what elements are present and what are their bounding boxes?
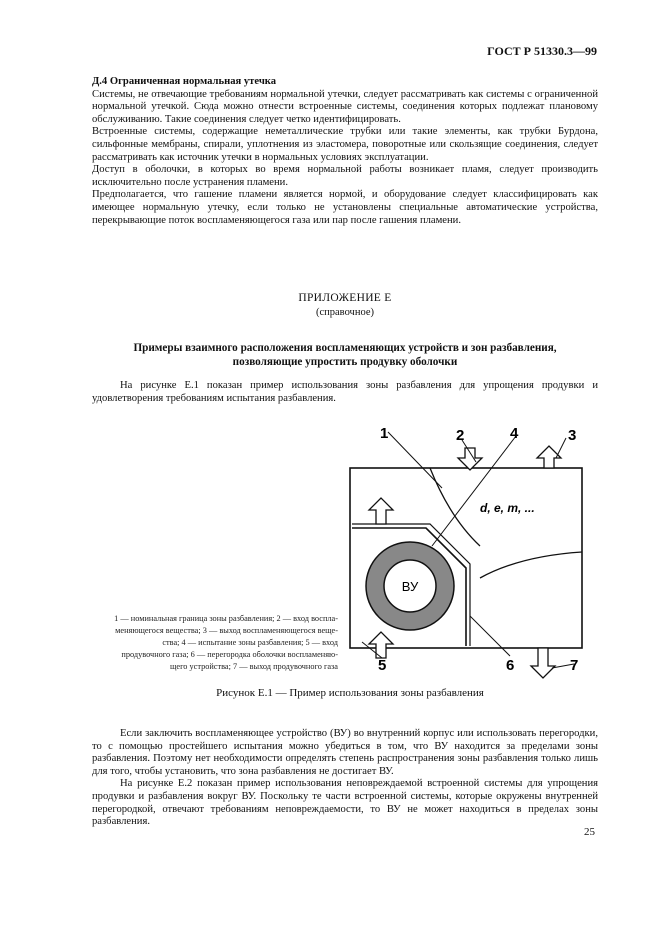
closing-paragraph-1: Если заключить воспламеняющее устройство (ВУ) во внутренний корпус или использовать перегородки, то с помощью простейшего испытания можно убедиться в том, что ВУ находится за пределами зоны разбавления. Поэтому нет необходимости определять степень распространения зоны разбавления только лишь для того, чтобы установить, что зона разбавления не достигает ВУ. [92, 728, 598, 777]
appendix-heading-line-2: позволяющие упростить продувку оболочки [232, 356, 458, 368]
appendix-intro-text: На рисунке Е.1 показан пример использования зоны разбавления для упрощения продувки и удовлетворения требованиям испытания разбавления. [92, 380, 598, 404]
legend-line-3: ства; 4 — испытание зоны разбавления; 5 — вход [162, 638, 338, 647]
leader-6 [470, 616, 510, 656]
figure-e1-diagram [330, 418, 600, 680]
zone-protection-label: d, e, m, ... [480, 501, 535, 515]
leader-3 [556, 438, 566, 458]
section-d4 [92, 76, 598, 227]
figure-label-2: 2 [456, 427, 465, 444]
section-d4-title: Д.4 Ограниченная нормальная утечка [92, 76, 277, 87]
dilution-boundary-arc-lower [480, 552, 582, 578]
section-d4-paragraph-1: Системы, не отвечающие требованиям нормальной утечки, следует рассматривать как системы с ограниченной нормальной утечкой. Сюда можно отнести встроенные системы, соединения которых подлежат плановому обслуживанию. Такие соединения следует четко идентифицировать. [92, 88, 598, 125]
arrow-purge-inlet [369, 632, 393, 658]
leader-1 [388, 432, 442, 488]
figure-caption: Рисунок Е.1 — Пример использования зоны разбавления [216, 687, 484, 699]
figure-label-1: 1 [380, 425, 389, 442]
figure-label-3: 3 [568, 427, 577, 444]
legend-line-4: продувочного газа; 6 — перегородка оболочки воспламеняю- [121, 650, 338, 659]
appendix-title: ПРИЛОЖЕНИЕ Е [298, 292, 392, 304]
legend-line-1: 1 — номинальная граница зоны разбавления; 2 — вход воспла- [114, 614, 338, 623]
figure-legend [38, 613, 338, 673]
section-d4-paragraph-2: Встроенные системы, содержащие неметаллические трубки или такие элементы, как трубки Бурдона, сильфонные мембраны, спирали, уплотнения из эластомера, поворотные или скользящие соединения, следует рассматривать как источник утечки в нормальных условиях эксплуатации. [92, 126, 598, 163]
section-d4-paragraph-3: Доступ в оболочки, в которых во время нормальной работы возникает пламя, следует производить исключительно после устранения пламени. [92, 164, 598, 188]
dilution-boundary-arc-upper [430, 468, 480, 546]
figure-label-4: 4 [510, 425, 519, 442]
figure-label-5: 5 [378, 657, 387, 674]
arrow-inner-purge [369, 498, 393, 524]
arrow-outlet-flammable [537, 446, 561, 468]
appendix-heading-line-1: Примеры взаимного расположения воспламеняющих устройств и зон разбавления, [133, 342, 557, 354]
arrow-inlet-flammable [458, 448, 482, 470]
page-number: 25 [584, 826, 595, 838]
appendix-subtitle: (справочное) [316, 307, 374, 318]
closing-paragraph-2: На рисунке Е.2 показан пример использования неповреждаемой встроенной системы для упрощения продувки и разбавления вокруг ВУ. Поскольку те части встроенной системы, которые окружены внутренней перегородкой, отвечают требованиям неповреждаемости, то ВУ не может находиться в пределах зоны разбавления. [92, 778, 598, 828]
arrow-purge-outlet [531, 648, 555, 678]
figure-label-6: 6 [506, 657, 515, 674]
section-d4-paragraph-4: Предполагается, что гашение пламени является нормой, и оборудование следует классифицировать как имеющее нормальную утечку, если только не установлены специальные автоматические устройства, перекрывающие поток воспламеняющегося газа или пар после гашения пламени. [92, 189, 598, 226]
appendix-heading [92, 341, 598, 369]
appendix-intro [92, 380, 598, 405]
legend-line-2: меняющегося вещества; 3 — выход воспламеняющегося веще- [115, 626, 338, 635]
document-code-header: ГОСТ Р 51330.3—99 [487, 44, 597, 58]
device-label: ВУ [401, 579, 419, 594]
closing-section [92, 728, 598, 829]
legend-line-5: щего устройства; 7 — выход продувочного газа [170, 662, 338, 671]
figure-label-7: 7 [570, 657, 579, 674]
